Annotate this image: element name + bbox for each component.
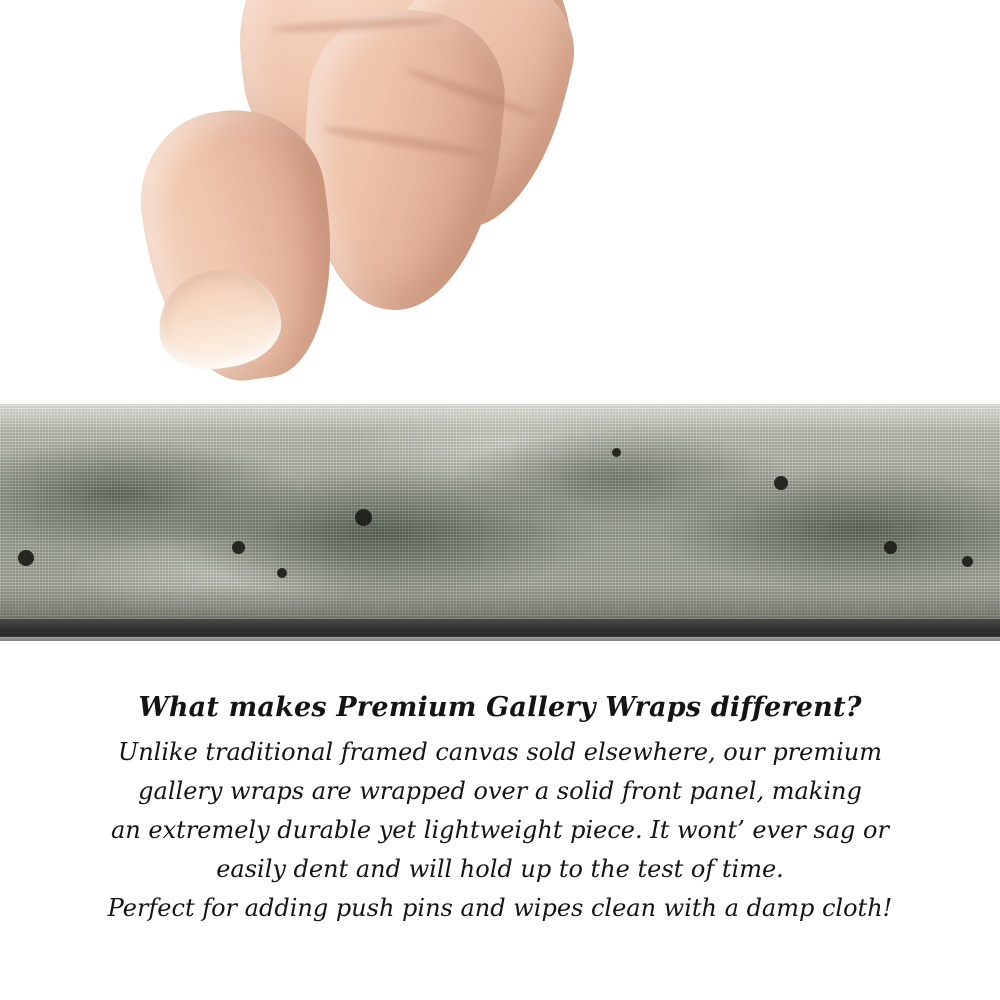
canvas-speck — [962, 556, 973, 567]
hand-illustration — [120, 0, 550, 430]
canvas-speck — [232, 541, 245, 554]
canvas-speck — [277, 568, 287, 578]
caption-line: Perfect for adding push pins and wipes clean with a damp cloth! — [107, 893, 893, 922]
canvas-top-highlight — [0, 404, 1000, 430]
canvas-speck — [18, 550, 34, 566]
caption-block — [0, 690, 1000, 927]
canvas-bottom-shadow — [0, 585, 1000, 619]
caption-line: easily dent and will hold up to the test of time. — [216, 854, 784, 883]
caption-line: an extremely durable yet lightweight piece. It wont’ ever sag or — [111, 815, 889, 844]
caption-line: Unlike traditional framed canvas sold elsewhere, our premium — [117, 738, 882, 767]
wrap-edge-highlight — [0, 637, 1000, 642]
canvas-speck — [884, 541, 897, 554]
canvas-speck — [355, 509, 372, 526]
caption-heading: What makes Premium Gallery Wraps different? — [138, 692, 862, 723]
canvas-speck — [612, 448, 621, 457]
canvas-speck — [774, 476, 788, 490]
caption-line: gallery wraps are wrapped over a solid front panel, making — [138, 776, 862, 805]
canvas-wrap-edge — [0, 404, 1000, 619]
